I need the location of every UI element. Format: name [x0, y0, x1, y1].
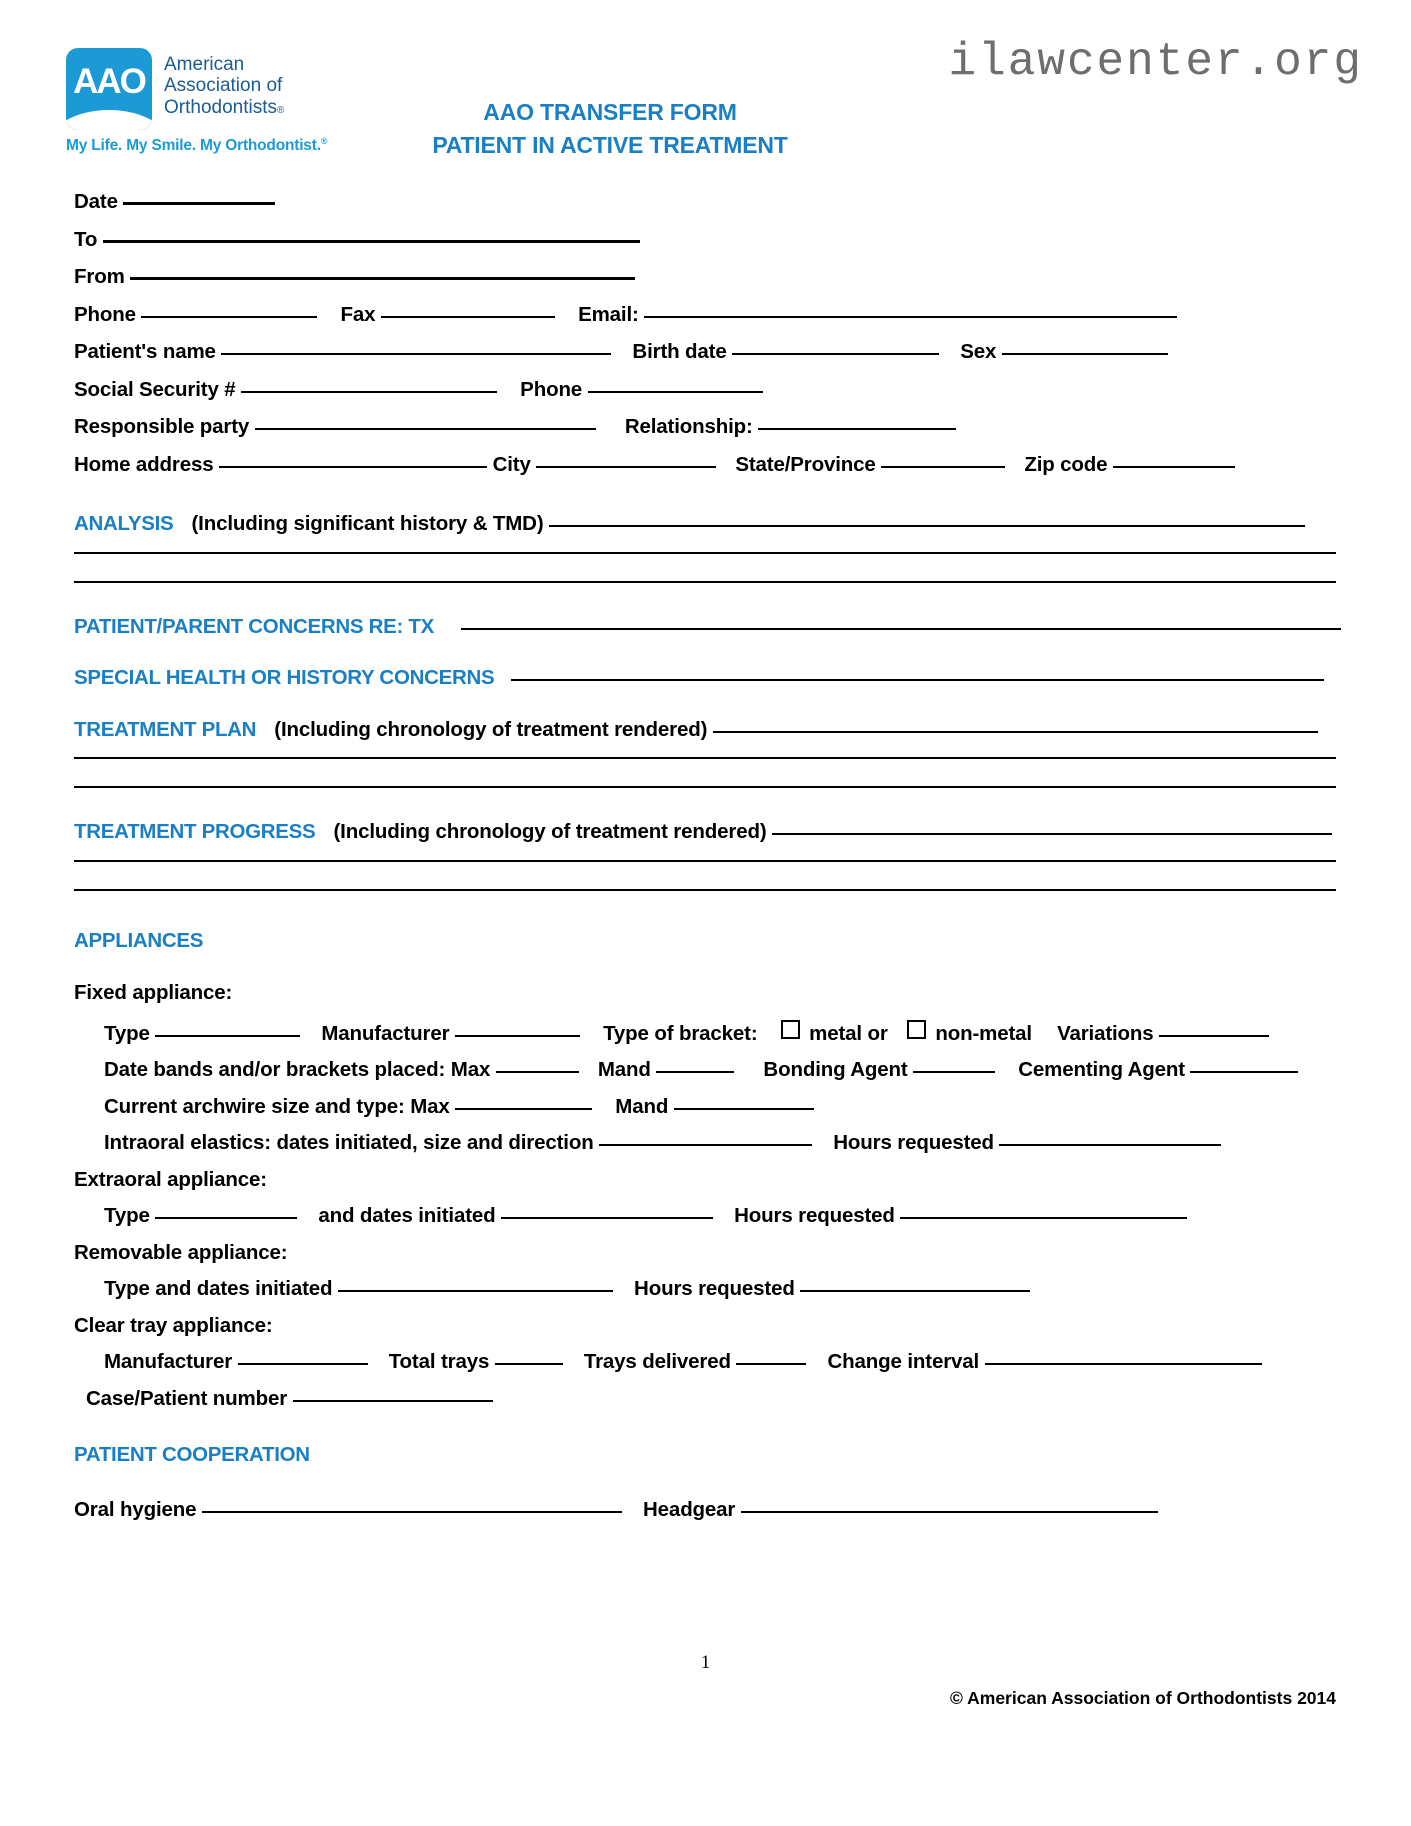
input-patient-parent-concerns[interactable]	[461, 628, 1341, 630]
field-row-ssn-phone	[74, 377, 1336, 401]
section-row-patient-parent-concerns	[74, 614, 1336, 638]
tagline-registered-mark-icon: ®	[320, 136, 328, 146]
form-title-line-2: PATIENT IN ACTIVE TREATMENT	[432, 131, 788, 158]
label-case-patient-number: Case/Patient number	[86, 1386, 288, 1410]
input-treatment-progress-line-1[interactable]	[772, 833, 1332, 835]
logo-name-line-2: Association of	[164, 75, 283, 97]
appliance-fixed-type-row	[74, 1020, 1336, 1045]
section-heading-patient-cooperation-row	[74, 1445, 1336, 1466]
input-fixed-type[interactable]	[155, 1035, 300, 1037]
label-sex: Sex	[960, 340, 997, 363]
cooperation-row	[74, 1497, 1336, 1521]
input-birth-date[interactable]	[732, 353, 939, 355]
section-heading-patient-cooperation: PATIENT COOPERATION	[74, 1443, 310, 1466]
label-total-trays: Total trays	[388, 1350, 490, 1373]
section-row-analysis	[74, 514, 1336, 535]
label-intraoral-hours: Hours requested	[833, 1131, 994, 1154]
section-heading-analysis: ANALYSIS	[74, 512, 174, 535]
appliance-extraoral-row	[74, 1206, 1336, 1227]
label-responsible-party: Responsible party	[74, 415, 250, 438]
section-heading-special-health: SPECIAL HEALTH OR HISTORY CONCERNS	[74, 666, 495, 689]
input-date-bands-max[interactable]	[496, 1071, 579, 1073]
label-phone-secondary: Phone	[520, 377, 583, 401]
label-extraoral-hours: Hours requested	[734, 1204, 895, 1227]
section-row-treatment-plan	[74, 717, 1336, 741]
label-fax: Fax	[340, 302, 376, 326]
appliance-clear-tray-heading	[74, 1313, 1336, 1337]
input-removable-hours[interactable]	[800, 1290, 1030, 1292]
input-analysis-line-1[interactable]	[549, 525, 1305, 527]
input-total-trays[interactable]	[495, 1363, 563, 1365]
input-change-interval[interactable]	[985, 1363, 1262, 1365]
label-non-metal: non-metal	[935, 1021, 1032, 1045]
appliance-fixed-heading	[74, 983, 1336, 1004]
section-note-treatment-plan: (Including chronology of treatment rendered)	[274, 717, 708, 741]
label-fixed-appliance: Fixed appliance:	[74, 981, 233, 1004]
section-heading-treatment-progress: TREATMENT PROGRESS	[74, 820, 316, 843]
input-home-address[interactable]	[219, 466, 487, 468]
section-note-analysis: (Including significant history & TMD)	[191, 512, 544, 535]
form-title-line-1: AAO TRANSFER FORM	[483, 99, 737, 125]
label-email: Email:	[578, 302, 639, 326]
label-zip-code: Zip code	[1024, 452, 1108, 476]
registered-mark-icon: ®	[277, 104, 285, 116]
appliance-intraoral-elastics-row	[74, 1133, 1336, 1154]
form-body	[74, 192, 1336, 1537]
input-state-province[interactable]	[881, 466, 1005, 468]
input-from[interactable]	[130, 277, 635, 280]
label-oral-hygiene: Oral hygiene	[74, 1497, 197, 1521]
label-birth-date: Birth date	[632, 340, 727, 363]
label-clear-tray-appliance: Clear tray appliance:	[74, 1313, 273, 1337]
checkbox-metal[interactable]	[781, 1020, 800, 1039]
input-responsible-party[interactable]	[255, 428, 596, 430]
input-date-bands-mand[interactable]	[656, 1071, 734, 1073]
label-to: To	[74, 227, 98, 251]
input-social-security[interactable]	[241, 391, 497, 393]
field-row-patient-name	[74, 342, 1336, 363]
input-fixed-manufacturer[interactable]	[455, 1035, 580, 1037]
section-heading-appliances: APPLIANCES	[74, 928, 204, 952]
input-archwire-max[interactable]	[455, 1108, 592, 1110]
label-headgear: Headgear	[643, 1497, 736, 1521]
input-bonding-agent[interactable]	[913, 1071, 995, 1073]
label-removable-appliance: Removable appliance:	[74, 1240, 288, 1264]
field-row-to	[74, 227, 1336, 251]
input-fax[interactable]	[381, 316, 555, 318]
input-treatment-plan-line-2[interactable]	[74, 757, 1336, 759]
input-treatment-progress-line-2[interactable]	[74, 860, 1336, 862]
label-state-province: State/Province	[735, 452, 876, 476]
input-cementing-agent[interactable]	[1190, 1071, 1298, 1073]
label-variations: Variations	[1057, 1021, 1154, 1045]
input-treatment-plan-line-3[interactable]	[74, 786, 1336, 788]
label-extraoral-appliance: Extraoral appliance:	[74, 1167, 267, 1191]
form-title	[330, 96, 890, 161]
input-city[interactable]	[536, 466, 716, 468]
label-metal: metal or	[809, 1021, 888, 1045]
input-extraoral-dates[interactable]	[501, 1217, 713, 1219]
label-patient-name: Patient's name	[74, 340, 216, 363]
label-from: From	[74, 265, 125, 288]
copyright-notice: © American Association of Orthodontists 2014	[950, 1688, 1336, 1708]
input-analysis-line-2[interactable]	[74, 552, 1336, 554]
label-and-dates-initiated: and dates initiated	[318, 1204, 496, 1227]
field-row-date	[74, 192, 1336, 213]
label-relationship: Relationship:	[624, 415, 753, 438]
input-extraoral-hours[interactable]	[900, 1217, 1187, 1219]
logo-wave-white	[66, 110, 152, 130]
label-extraoral-type: Type	[104, 1204, 150, 1227]
input-phone[interactable]	[141, 316, 317, 318]
input-treatment-plan-line-1[interactable]	[713, 731, 1318, 733]
input-zip-code[interactable]	[1113, 466, 1235, 468]
aao-logo-mark-icon	[66, 48, 152, 130]
label-change-interval: Change interval	[827, 1350, 980, 1373]
input-patient-name[interactable]	[221, 353, 611, 355]
label-home-address: Home address	[74, 452, 214, 476]
field-row-responsible-party	[74, 417, 1336, 438]
input-case-patient-number[interactable]	[293, 1400, 493, 1402]
logo-name-line-1: American	[164, 54, 245, 75]
input-to[interactable]	[103, 240, 640, 243]
field-row-phone-fax-email	[74, 302, 1336, 326]
input-extraoral-type[interactable]	[155, 1217, 297, 1219]
appliance-extraoral-heading	[74, 1167, 1336, 1191]
input-sex[interactable]	[1002, 353, 1168, 355]
aao-logo-letters: AAO	[73, 62, 145, 101]
field-row-from	[74, 267, 1336, 288]
page-number: 1	[700, 1652, 711, 1673]
label-type-of-bracket: Type of bracket:	[603, 1021, 758, 1045]
label-bonding-agent: Bonding Agent	[763, 1058, 908, 1081]
logo-name-line-3: Orthodontists®	[164, 96, 285, 118]
label-fixed-manufacturer: Manufacturer	[321, 1021, 450, 1045]
label-current-archwire: Current archwire size and type: Max	[104, 1094, 450, 1118]
section-row-treatment-progress	[74, 822, 1336, 843]
input-variations[interactable]	[1159, 1035, 1269, 1037]
label-date-bands: Date bands and/or brackets placed: Max	[104, 1058, 491, 1081]
label-trays-delivered: Trays delivered	[583, 1350, 731, 1373]
label-fixed-type: Type	[104, 1021, 150, 1045]
appliance-removable-heading	[74, 1240, 1336, 1264]
input-oral-hygiene[interactable]	[202, 1511, 622, 1513]
label-date-bands-mand: Mand	[597, 1058, 651, 1081]
field-row-home-address	[74, 452, 1336, 476]
watermark-text: ilawcenter.org	[948, 36, 1363, 88]
input-clear-manufacturer[interactable]	[238, 1363, 368, 1365]
aao-logo	[66, 48, 326, 155]
input-intraoral-elastics[interactable]	[599, 1144, 812, 1146]
label-date: Date	[74, 190, 118, 213]
label-clear-manufacturer: Manufacturer	[104, 1350, 233, 1373]
section-note-treatment-progress: (Including chronology of treatment rendered)	[333, 820, 767, 843]
appliance-case-number-row	[74, 1386, 1336, 1410]
label-phone: Phone	[74, 302, 136, 326]
input-relationship[interactable]	[758, 428, 956, 430]
input-email[interactable]	[644, 316, 1177, 318]
appliance-clear-tray-row	[74, 1352, 1336, 1373]
section-row-special-health	[74, 668, 1336, 689]
input-date[interactable]	[123, 202, 275, 205]
input-removable-type[interactable]	[338, 1290, 613, 1292]
label-social-security: Social Security #	[74, 377, 236, 401]
section-heading-patient-parent-concerns: PATIENT/PARENT CONCERNS RE: TX	[74, 614, 435, 638]
input-archwire-mand[interactable]	[674, 1108, 814, 1110]
checkbox-non-metal[interactable]	[907, 1020, 926, 1039]
input-headgear[interactable]	[741, 1511, 1158, 1513]
appliance-date-bands-row	[74, 1060, 1336, 1081]
section-heading-treatment-plan: TREATMENT PLAN	[74, 717, 257, 741]
label-city: City	[492, 452, 531, 476]
aao-logo-name	[164, 48, 284, 118]
label-removable-type: Type and dates initiated	[104, 1277, 333, 1300]
section-heading-appliances-row	[74, 928, 1336, 952]
input-special-health[interactable]	[511, 679, 1324, 681]
label-archwire-mand: Mand	[615, 1094, 669, 1118]
appliance-archwire-row	[74, 1094, 1336, 1118]
input-analysis-line-3[interactable]	[74, 581, 1336, 583]
input-phone-secondary[interactable]	[588, 391, 763, 393]
input-intraoral-hours[interactable]	[999, 1144, 1221, 1146]
aao-tagline: My Life. My Smile. My Orthodontist.®	[66, 136, 328, 155]
label-cementing-agent: Cementing Agent	[1018, 1058, 1185, 1081]
label-removable-hours: Hours requested	[634, 1277, 795, 1300]
input-treatment-progress-line-3[interactable]	[74, 889, 1336, 891]
label-intraoral-elastics: Intraoral elastics: dates initiated, size and direction	[104, 1131, 594, 1154]
input-trays-delivered[interactable]	[736, 1363, 806, 1365]
appliance-removable-row	[74, 1279, 1336, 1300]
